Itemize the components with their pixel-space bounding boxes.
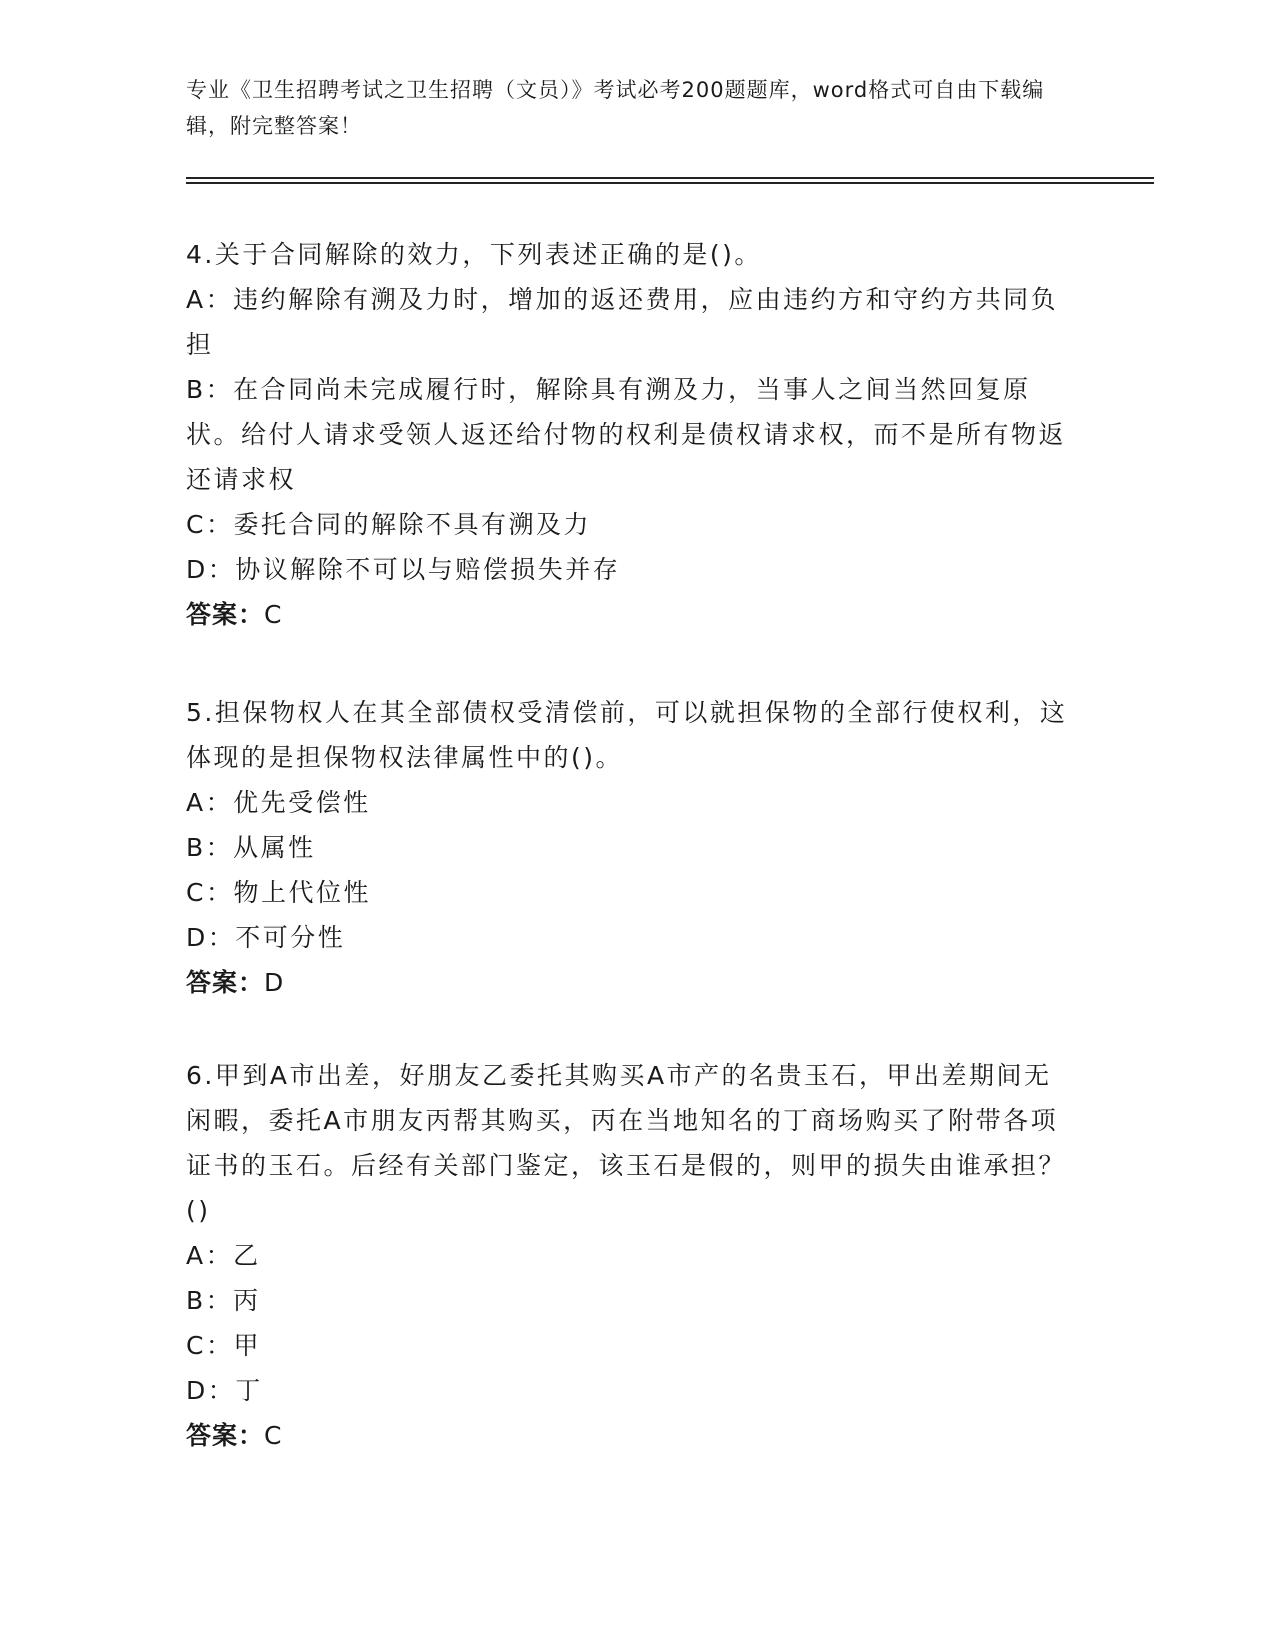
option-key: A： [186, 1241, 234, 1270]
option-text: 物上代位性 [233, 878, 371, 907]
question-4 [186, 232, 1076, 637]
answer-value: C [264, 1421, 283, 1450]
option-text: 优先受偿性 [233, 788, 371, 817]
option-text: 协议解除不可以与赔偿损失并存 [235, 555, 621, 584]
option-key: B： [186, 375, 234, 404]
option-key: C： [186, 510, 234, 539]
answer-value: D [264, 968, 285, 997]
option-text: 在合同尚未完成履行时，解除具有溯及力，当事人之间当然回复原状。给付人请求受领人返还给付物的权利是债权请求权，而不是所有物返还请求权 [186, 375, 1067, 494]
option-text: 不可分性 [235, 923, 346, 952]
option-d [186, 915, 1076, 960]
option-key: B： [186, 833, 234, 862]
option-d [186, 547, 1076, 592]
option-b [186, 1278, 1076, 1323]
option-a [186, 277, 1076, 367]
option-text: 乙 [233, 1241, 261, 1270]
option-c [186, 870, 1076, 915]
header-divider-bottom [186, 182, 1154, 184]
option-b [186, 825, 1076, 870]
option-a [186, 780, 1076, 825]
answer-label: 答案： [186, 600, 265, 629]
option-text: 丁 [235, 1376, 263, 1405]
option-b [186, 367, 1076, 502]
answer-line [186, 592, 1076, 637]
document-header: 专业《卫生招聘考试之卫生招聘（文员）》考试必考200题题库，word格式可自由下载编辑，附完整答案！ [186, 78, 1045, 138]
option-text: 委托合同的解除不具有溯及力 [233, 510, 591, 539]
option-key: A： [186, 788, 234, 817]
answer-line [186, 1413, 1076, 1458]
question-5 [186, 690, 1076, 1005]
answer-label: 答案： [186, 1421, 265, 1450]
question-6 [186, 1053, 1076, 1458]
option-text: 从属性 [233, 833, 316, 862]
answer-line [186, 960, 1076, 1005]
question-stem: 5.担保物权人在其全部债权受清偿前，可以就担保物的全部行使权利，这体现的是担保物权法律属性中的()。 [186, 698, 1068, 772]
option-key: C： [186, 1331, 234, 1360]
answer-label: 答案： [186, 968, 265, 997]
option-a [186, 1233, 1076, 1278]
option-key: D： [186, 923, 236, 952]
option-c [186, 502, 1076, 547]
option-key: D： [186, 1376, 236, 1405]
option-key: B： [186, 1286, 234, 1315]
header-divider-top [186, 177, 1154, 179]
question-stem: 4.关于合同解除的效力，下列表述正确的是()。 [186, 240, 762, 269]
option-d [186, 1368, 1076, 1413]
option-text: 甲 [233, 1331, 261, 1360]
answer-value: C [264, 600, 283, 629]
option-text: 丙 [233, 1286, 261, 1315]
option-c [186, 1323, 1076, 1368]
option-text: 违约解除有溯及力时，增加的返还费用，应由违约方和守约方共同负担 [186, 285, 1059, 359]
option-key: D： [186, 555, 236, 584]
question-stem: 6.甲到A市出差，好朋友乙委托其购买A市产的名贵玉石，甲出差期间无闲暇，委托A市朋友丙帮其购买，丙在当地知名的丁商场购买了附带各项证书的玉石。后经有关部门鉴定，该玉石是假的，则甲的损失由谁承担？() [186, 1061, 1067, 1225]
option-key: C： [186, 878, 234, 907]
option-key: A： [186, 285, 234, 314]
